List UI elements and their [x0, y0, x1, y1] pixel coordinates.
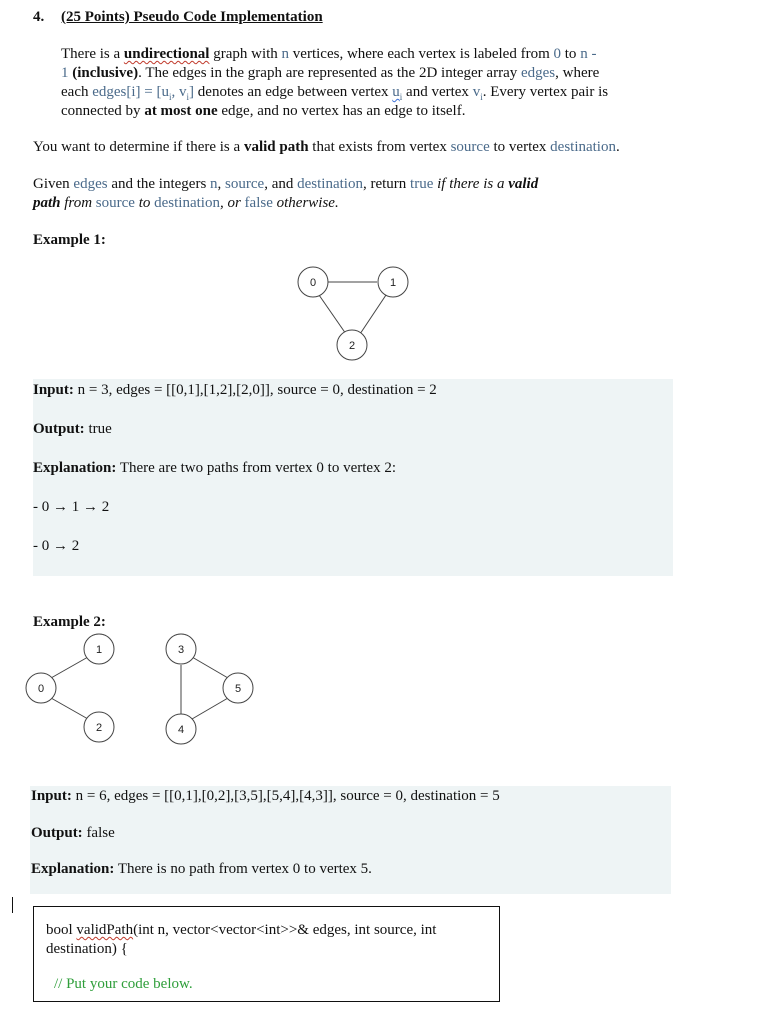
problem-paragraph-3-line-1: Given edges and the integers n, source, and destination, return true if there is a valid — [33, 176, 539, 192]
example-2-graph — [20, 628, 270, 748]
node-label: 4 — [177, 724, 185, 736]
example-2-input: Input: n = 6, edges = [[0,1],[0,2],[3,5],[5,4],[4,3]], source = 0, destination = 5 — [31, 788, 500, 804]
text-cursor — [12, 897, 13, 913]
example-2-heading: Example 2: — [33, 614, 106, 630]
example-1-input: Input: n = 3, edges = [[0,1],[1,2],[2,0]], source = 0, destination = 2 — [33, 382, 437, 398]
code-editor-box[interactable] — [33, 906, 500, 1002]
node-label: 0 — [37, 683, 45, 695]
example-1-output: Output: true — [33, 421, 112, 437]
problem-line-1: There is a undirectional graph with n vertices, where each vertex is labeled from 0 to n - — [61, 46, 597, 62]
example-1-path-2: - 0 → 2 — [33, 538, 80, 554]
example-1-heading: Example 1: — [33, 232, 106, 248]
edge-0-1 — [51, 657, 88, 678]
edge-3-5 — [192, 657, 228, 678]
node-label: 2 — [348, 340, 356, 352]
node-label: 1 — [389, 277, 397, 289]
problem-paragraph-2: You want to determine if there is a valid path that exists from vertex source to vertex destination. — [33, 139, 620, 155]
problem-line-3: each edges[i] = [$u_i$, $v_i$] denotes an edge between vertex $u_i$ and vertex $v_i$. Every vertex pair is — [61, 84, 609, 102]
example-2-explanation: Explanation: There is no path from vertex 0 to vertex 5. — [31, 861, 372, 877]
edge-5-4 — [192, 698, 228, 719]
example-2-output: Output: false — [31, 825, 115, 841]
code-line-2: destination) { — [46, 941, 128, 957]
problem-line-2: 1 (inclusive). The edges in the graph are represented as the 2D integer array edges, where — [61, 65, 600, 81]
question-number: 4. — [33, 9, 45, 25]
edge-0-2 — [51, 698, 88, 719]
problem-line-4: connected by at most one edge, and no vertex has an edge to itself. — [61, 103, 466, 119]
code-line-1: bool validPath(int n, vector<vector<int>>& edges, int source, int — [46, 922, 437, 938]
example-1-graph — [290, 262, 420, 362]
question-title: (25 Points) Pseudo Code Implementation — [61, 9, 323, 25]
node-label: 5 — [234, 683, 242, 695]
node-label: 2 — [95, 722, 103, 734]
problem-paragraph-3-line-2: path from source to destination, or false otherwise. — [33, 195, 339, 211]
node-label: 3 — [177, 644, 185, 656]
example-1-explanation: Explanation: There are two paths from vertex 0 to vertex 2: — [33, 460, 396, 476]
example-1-path-1: - 0 → 1 → 2 — [33, 499, 110, 515]
edge-1-2 — [360, 295, 386, 334]
node-label: 0 — [309, 277, 317, 289]
node-label: 1 — [95, 644, 103, 656]
code-comment: // Put your code below. — [54, 976, 193, 992]
edge-0-2 — [319, 295, 346, 334]
